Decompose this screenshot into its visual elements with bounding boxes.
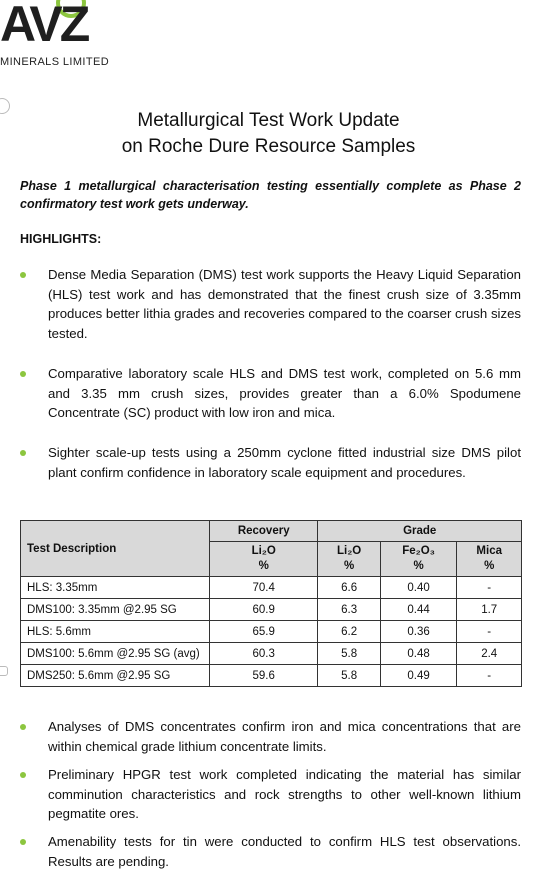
- cell-mica: 1.7: [457, 599, 522, 621]
- highlight-item: [20, 832, 521, 871]
- bullet-icon: [20, 724, 26, 730]
- bullet-icon: [20, 772, 26, 778]
- title-line-2: on Roche Dure Resource Samples: [121, 136, 416, 157]
- cell-mica: -: [457, 577, 522, 599]
- cell-description: DMS100: 5.6mm @2.95 SG (avg): [21, 643, 210, 665]
- bullet-icon: [20, 839, 26, 845]
- table-row: [21, 599, 522, 621]
- cell-description: HLS: 5.6mm: [21, 621, 210, 643]
- highlight-item: [20, 364, 521, 423]
- logo-mark: AVZ: [0, 0, 88, 52]
- highlights-heading: HIGHLIGHTS:: [20, 232, 102, 246]
- cell-li2o: 5.8: [318, 643, 380, 665]
- header-test-description: Test Description: [21, 521, 210, 577]
- cell-li2o: 6.3: [318, 599, 380, 621]
- cell-li2o: 5.8: [318, 665, 380, 687]
- table-header-row: [21, 521, 522, 542]
- cell-li2o: 6.6: [318, 577, 380, 599]
- unit-name: Li₂O: [336, 545, 362, 557]
- highlight-text: Sighter scale-up tests using a 250mm cyclone fitted industrial size DMS pilot plant confirm confidence in laboratory scale equipment and procedures.: [48, 445, 521, 480]
- subheader-grade-li2o: [318, 542, 380, 577]
- highlight-item: [20, 443, 521, 482]
- table-row: [21, 577, 522, 599]
- cell-recovery: 70.4: [210, 577, 318, 599]
- logo-subtitle: MINERALS LIMITED: [0, 56, 110, 68]
- unit-name: Li₂O: [251, 545, 276, 557]
- highlight-item: [20, 765, 521, 824]
- unit-percent: %: [258, 560, 269, 572]
- cell-fe2o3: 0.44: [380, 599, 457, 621]
- table-row: [21, 621, 522, 643]
- page-edge-mark: [0, 666, 8, 676]
- cell-fe2o3: 0.48: [380, 643, 457, 665]
- company-logo: [0, 0, 140, 80]
- highlight-text: Analyses of DMS concentrates confirm iron and mica concentrations that are within chemical grade lithium concentrate limits.: [48, 719, 521, 754]
- document-title: [0, 108, 537, 160]
- unit-percent: %: [413, 560, 424, 572]
- bullet-icon: [20, 272, 26, 278]
- cell-recovery: 60.9: [210, 599, 318, 621]
- cell-mica: 2.4: [457, 643, 522, 665]
- bullet-icon: [20, 450, 26, 456]
- cell-recovery: 65.9: [210, 621, 318, 643]
- table-row: [21, 665, 522, 687]
- cell-li2o: 6.2: [318, 621, 380, 643]
- cell-mica: -: [457, 621, 522, 643]
- highlight-item: [20, 265, 521, 343]
- subheader-recovery-li2o: [210, 542, 318, 577]
- unit-name: Fe₂O₃: [402, 545, 435, 557]
- bullet-icon: [20, 371, 26, 377]
- cell-description: DMS100: 3.35mm @2.95 SG: [21, 599, 210, 621]
- cell-fe2o3: 0.49: [380, 665, 457, 687]
- cell-description: HLS: 3.35mm: [21, 577, 210, 599]
- cell-fe2o3: 0.40: [380, 577, 457, 599]
- unit-percent: %: [484, 560, 495, 572]
- highlight-text: Preliminary HPGR test work completed indicating the material has similar comminution characteristics and rock strengths to other well-known lithium pegmatite ores.: [48, 767, 521, 821]
- highlight-text: Dense Media Separation (DMS) test work supports the Heavy Liquid Separation (HLS) test work and has demonstrated that the finest crush size of 3.35mm produces better lithia grades and recoveries compared to the coarser crush sizes tested.: [48, 267, 521, 341]
- unit-percent: %: [343, 560, 355, 572]
- results-table: [20, 520, 522, 687]
- subheader-grade-mica: [457, 542, 522, 577]
- cell-recovery: 60.3: [210, 643, 318, 665]
- cell-fe2o3: 0.36: [380, 621, 457, 643]
- highlight-text: Amenability tests for tin were conducted to confirm HLS test observations. Results are pending.: [48, 834, 521, 869]
- highlight-item: [20, 717, 521, 756]
- cell-mica: -: [457, 665, 522, 687]
- header-grade: Grade: [318, 521, 522, 542]
- unit-name: Mica: [476, 545, 502, 557]
- title-line-1: Metallurgical Test Work Update: [137, 110, 400, 131]
- cell-recovery: 59.6: [210, 665, 318, 687]
- intro-statement: Phase 1 metallurgical characterisation testing essentially complete as Phase 2 confirmatory test work gets underway.: [20, 179, 521, 211]
- subheader-grade-fe2o3: [380, 542, 457, 577]
- table-row: [21, 643, 522, 665]
- highlight-text: Comparative laboratory scale HLS and DMS test work, completed on 5.6 mm and 3.35 mm crush sizes, provides greater than a 6.0% Spodumene Concentrate (SC) product with low iron and mica.: [48, 366, 521, 420]
- header-recovery: Recovery: [210, 521, 318, 542]
- cell-description: DMS250: 5.6mm @2.95 SG: [21, 665, 210, 687]
